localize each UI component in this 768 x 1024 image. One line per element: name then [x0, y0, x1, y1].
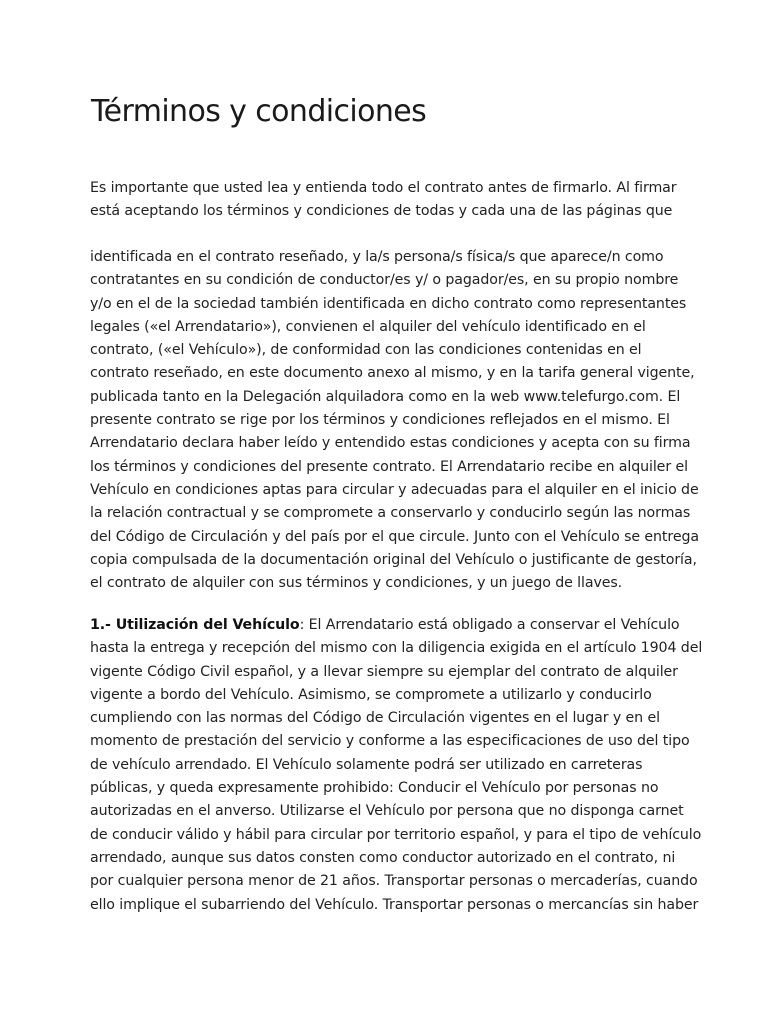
section-1-first-line-text: : El Arrendatario está obligado a conservar el Vehículo — [299, 617, 680, 633]
text-line: por cualquier persona menor de 21 años. Transportar personas o mercaderías, cuando — [90, 873, 698, 890]
text-line: vigente Código Civil español, y a llevar siempre su ejemplar del contrato de alquiler — [90, 663, 678, 680]
text-line: de vehículo arrendado. El Vehículo solamente podrá ser utilizado en carreteras — [90, 756, 643, 773]
text-line: momento de prestación del servicio y conforme a las especificaciones de uso del tipo — [90, 733, 690, 750]
section-1-paragraph — [90, 614, 702, 917]
intro-paragraph — [90, 177, 677, 224]
text-line: públicas, y queda expresamente prohibido: Conducir el Vehículo por personas no — [90, 780, 659, 797]
text-line: ello implique el subarriendo del Vehículo. Transportar personas o mercancías sin haber — [90, 896, 699, 913]
text-line: contrato, («el Vehículo»), de conformidad con las condiciones contenidas en el — [90, 342, 642, 359]
text-line: la relación contractual y se compromete a conservarlo y conducirlo según las normas — [90, 505, 691, 522]
text-line: publicada tanto en la Delegación alquiladora como en la web www.telefurgo.com. El — [90, 388, 681, 405]
text-line: del Código de Circulación y del país por el que circule. Junto con el Vehículo se entrega — [90, 528, 699, 545]
text-line: Vehículo en condiciones aptas para circular y adecuadas para el alquiler en el inicio de — [90, 481, 699, 498]
text-line: cumpliendo con las normas del Código de Circulación vigentes en el lugar y en el — [90, 710, 660, 727]
section-1-heading: 1.- Utilización del Vehículo — [90, 617, 300, 633]
text-line: de conducir válido y hábil para circular por territorio español, y para el tipo de vehículo — [90, 826, 702, 843]
text-line: Es importante que usted lea y entienda todo el contrato antes de firmarlo. Al firmar — [90, 180, 677, 196]
text-line: está aceptando los términos y condiciones de todas y cada una de las páginas que — [90, 203, 673, 220]
text-line: autorizadas en el anverso. Utilizarse el Vehículo por persona que no disponga carnet — [90, 803, 684, 820]
text-line: Arrendatario declara haber leído y entendido estas condiciones y acepta con su firma — [90, 435, 691, 452]
page-title: Términos y condiciones — [91, 94, 427, 129]
text-line: identificada en el contrato reseñado, y la/s persona/s física/s que aparece/n como — [90, 249, 664, 265]
text-line: legales («el Arrendatario»), convienen el alquiler del vehículo identificado en el — [90, 318, 646, 335]
text-line: vigente a bordo del Vehículo. Asimismo, se compromete a utilizarlo y conducirlo — [90, 686, 652, 703]
text-line: copia compulsada de la documentación original del Vehículo o justificante de gestoría, — [90, 551, 697, 568]
text-line: presente contrato se rige por los términos y condiciones reflejados en el mismo. El — [90, 412, 670, 429]
text-line: contrato reseñado, en este documento anexo al mismo, y en la tarifa general vigente, — [90, 365, 695, 382]
text-line: el contrato de alquiler con sus términos y condiciones, y un juego de llaves. — [90, 575, 623, 592]
text-line: los términos y condiciones del presente contrato. El Arrendatario recibe en alquiler el — [90, 458, 688, 475]
text-line: contratantes en su condición de conductor/es y/ o pagador/es, en su propio nombre — [90, 272, 679, 289]
contract-intro-paragraph — [90, 246, 699, 595]
text-line: hasta la entrega y recepción del mismo con la diligencia exigida en el artículo 1904 del — [90, 640, 703, 657]
section-1-first-line — [90, 614, 702, 637]
text-line: arrendado, aunque sus datos consten como conductor autorizado en el contrato, ni — [90, 849, 676, 866]
text-line: y/o en el de la sociedad también identificada en dicho contrato como representantes — [90, 295, 687, 312]
